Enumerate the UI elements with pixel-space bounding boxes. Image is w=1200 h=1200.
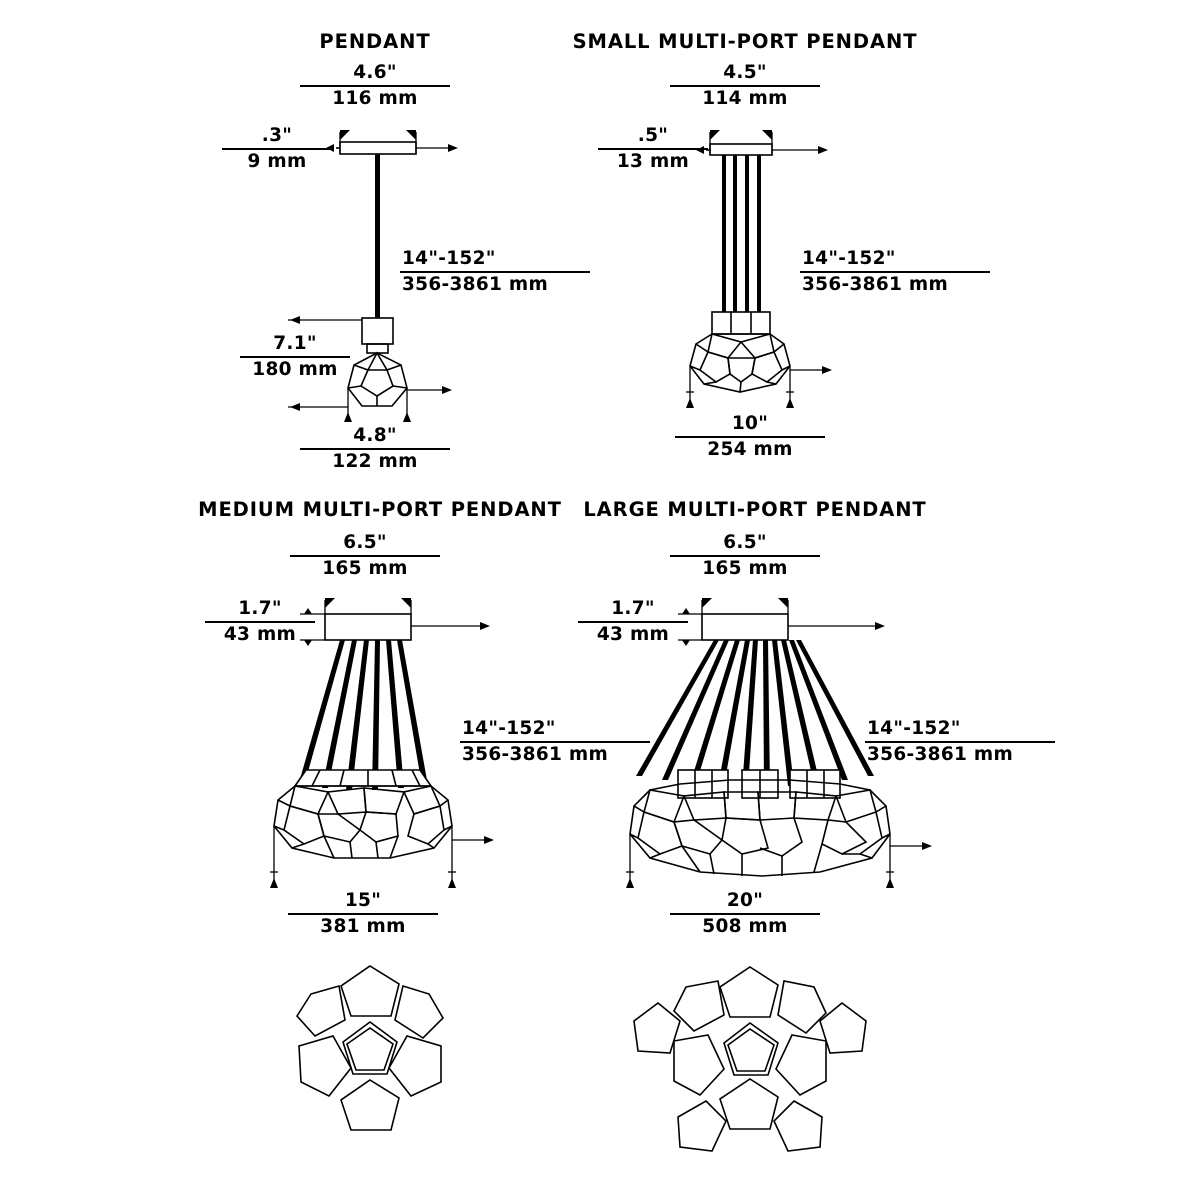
dim-pendant-shade-width [300,425,450,473]
dim-value-in: 14"-152" [400,248,590,273]
dim-value-mm: 13 mm [616,150,690,172]
dim-value-mm: 381 mm [320,915,406,937]
plan-view-medium [275,950,465,1140]
dim-value-mm: 43 mm [223,623,297,645]
dim-medium-canopy-width [290,532,440,580]
dim-value-in: 6.5" [290,532,440,557]
dim-value-in: .3" [222,125,332,150]
dim-value-in: 1.7" [205,598,315,623]
plan-view-large [630,945,870,1175]
dim-value-mm: 356-3861 mm [802,273,949,295]
panel-title-pendant: PENDANT [319,30,431,53]
dim-value-mm: 122 mm [332,450,418,472]
dim-value-in: 4.6" [300,62,450,87]
dim-value-mm: 165 mm [702,557,788,579]
dim-value-mm: 165 mm [322,557,408,579]
dim-value-in: 14"-152" [800,248,990,273]
dim-value-in: 4.8" [300,425,450,450]
dim-value-mm: 254 mm [707,438,793,460]
dim-small-canopy-width [670,62,820,110]
dim-value-in: 6.5" [670,532,820,557]
dim-value-in: 10" [675,413,825,438]
dim-value-in: 1.7" [578,598,688,623]
dim-value-mm: 114 mm [702,87,788,109]
dim-small-cluster-width [675,413,825,461]
dim-value-mm: 508 mm [702,915,788,937]
dim-value-mm: 9 mm [247,150,307,172]
dim-value-mm: 356-3861 mm [462,743,609,765]
dim-value-mm: 356-3861 mm [402,273,549,295]
panel-title-medium-multi-port: MEDIUM MULTI-PORT PENDANT [198,498,562,521]
dim-value-in: .5" [598,125,708,150]
dim-pendant-canopy-width [300,62,450,110]
dim-value-in: 4.5" [670,62,820,87]
panel-title-large-multi-port: LARGE MULTI-PORT PENDANT [583,498,927,521]
dim-value-mm: 356-3861 mm [867,743,1014,765]
dim-value-in: 14"-152" [865,718,1055,743]
drawing-pendant [230,120,530,430]
dim-value-in: 7.1" [240,333,350,358]
dim-value-mm: 43 mm [596,623,670,645]
drawing-medium-multi-port [200,590,560,910]
dim-large-canopy-width [670,532,820,580]
dim-value-in: 15" [288,890,438,915]
panel-title-small-multi-port: SMALL MULTI-PORT PENDANT [572,30,918,53]
dim-value-in: 20" [670,890,820,915]
drawing-large-multi-port [590,590,1010,910]
dim-value-in: 14"-152" [460,718,650,743]
dim-value-mm: 180 mm [252,358,338,380]
dim-value-mm: 116 mm [332,87,418,109]
drawing-small-multi-port [600,120,930,420]
